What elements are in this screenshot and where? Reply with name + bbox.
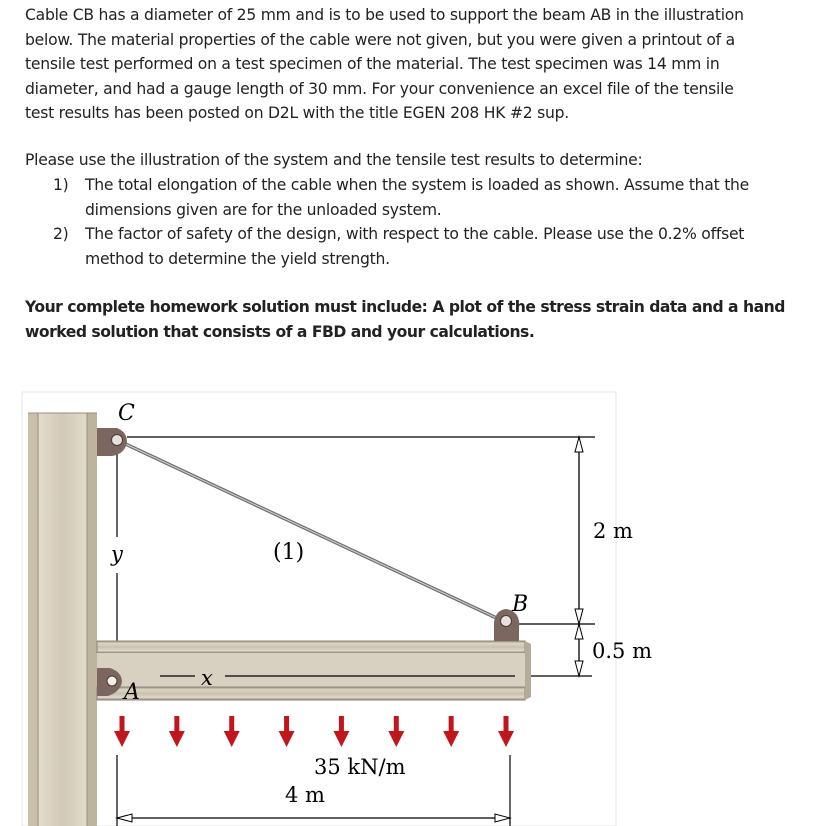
intro-line: Please use the illustration of the system and the tensile test results to determine: [25, 151, 643, 169]
label-a: A [124, 680, 140, 705]
item-line: The factor of safety of the design, with respect to the cable. Please use the 0.2% offset [85, 225, 745, 243]
paragraph-line: diameter, and had a gauge length of 30 mm. For your convenience an excel file of the tensile [25, 79, 734, 98]
paragraph-line: below. The material properties of the cable were not given, but you were given a printout of a [25, 30, 735, 49]
label-y: y [111, 542, 123, 566]
member-label: (1) [273, 540, 305, 565]
dim-label-2m: 2 m [593, 519, 633, 543]
beam-ab [97, 641, 531, 700]
item-number: 2) [53, 225, 69, 243]
label-x: x [201, 666, 213, 690]
load-label: 35 kN/m [314, 755, 406, 779]
item-line: The total elongation of the cable when the system is loaded as shown. Assume that the [85, 176, 750, 194]
item-number: 1) [53, 176, 69, 194]
wall-column [28, 413, 97, 826]
requirement-line: worked solution that consists of a FBD and your calculations. [25, 322, 535, 341]
label-c: C [118, 401, 135, 426]
requirement-line: Your complete homework solution must include: A plot of the stress strain data and a hand [25, 298, 785, 316]
paragraph-line: Cable CB has a diameter of 25 mm and is to be used to support the beam AB in the illustration [25, 6, 744, 24]
item-line: dimensions given are for the unloaded system. [85, 200, 442, 219]
label-b: B [512, 592, 529, 617]
span-label: 4 m [285, 783, 325, 807]
dim-label-0-5m: 0.5 m [592, 639, 652, 663]
item-line: method to determine the yield strength. [85, 249, 390, 268]
paragraph-line: test results has been posted on D2L with the title EGEN 208 HK #2 sup. [25, 104, 570, 122]
paragraph-line: tensile test performed on a test specimen of the material. The test specimen was 14 mm in [25, 55, 720, 73]
